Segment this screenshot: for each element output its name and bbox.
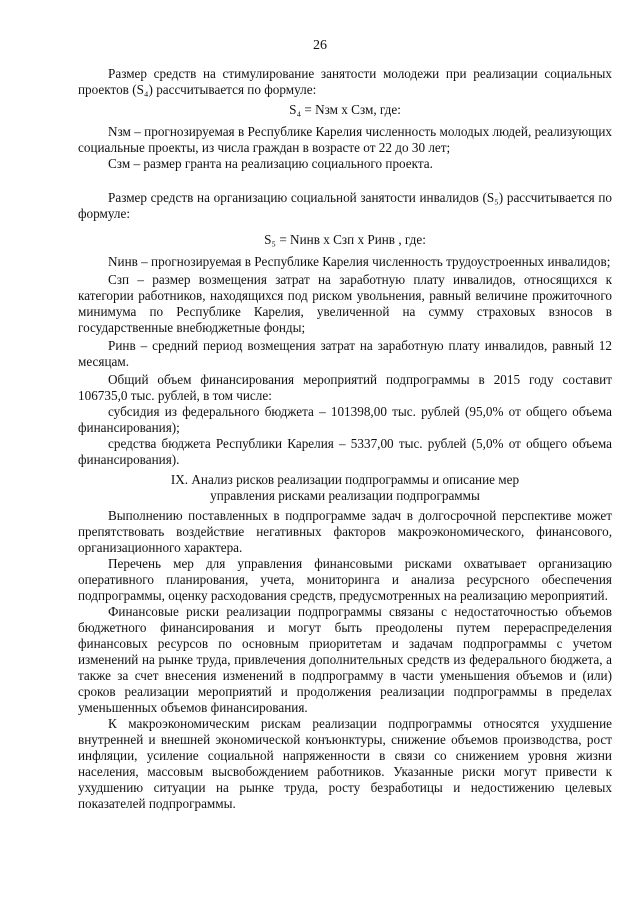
formula-s4: S₄ = Nзм x Сзм, где: — [289, 102, 401, 117]
paragraph: средства бюджета Республики Карелия – 5337,00 тыс. рублей (5,0% от общего объема финансирования). — [78, 436, 612, 467]
paragraph: К макроэкономическим рискам реализации подпрограммы относятся ухудшение внутренней и внешней экономической конъюнктуры, снижение объемов производства, рост инфляции, усиление социальной напряженности в связи со снижением уровня жизни населения, массовым высвобождением работников. Указанные риски могут привести к ухудшению ситуации на рынке труда, росту безработицы и недостижению целевых показателей подпрограммы. — [78, 716, 612, 811]
page-content — [78, 66, 612, 812]
paragraph: Сзп – размер возмещения затрат на заработную плату инвалидов, относящихся к категории работников, находящихся под риском увольнения, равный величине прожиточного минимума по Республике Карелия, увеличенной на сумму страховых взносов в государственные внебюджетные фонды; — [78, 272, 612, 335]
paragraph: Размер средств на стимулирование занятости молодежи при реализации социальных проектов (S₄) рассчитывается по формуле: — [78, 66, 612, 97]
section-heading — [78, 472, 612, 504]
paragraph: Pинв – средний период возмещения затрат на заработную плату инвалидов, равный 12 месяцам. — [78, 338, 612, 369]
section-heading-line-1: IX. Анализ рисков реализации подпрограммы и описание мер — [170, 472, 520, 487]
paragraph: субсидия из федерального бюджета – 101398,00 тыс. рублей (95,0% от общего объема финансирования); — [78, 404, 612, 435]
paragraph: Финансовые риски реализации подпрограммы связаны с недостаточностью объемов бюджетного финансирования и могут быть преодолены путем перераспределения финансовых ресурсов по основным приоритетам и задачам подпрограммы с учетом изменений на рынке труда, привлечения дополнительных средств из федерального бюджета, а также за счет внесения изменений в подпрограмму в части уменьшения объемов и (или) сроков реализации мероприятий и продолжения реализации подпрограммы в пределах уменьшенных объемов финансирования. — [78, 604, 612, 715]
section-heading-line-2: управления рисками реализации подпрограммы — [210, 488, 480, 503]
paragraph: Nинв – прогнозируемая в Республике Карелия численность трудоустроенных инвалидов; — [108, 254, 611, 269]
paragraph: Сзм – размер гранта на реализацию социального проекта. — [108, 156, 433, 171]
paragraph: Выполнению поставленных в подпрограмме задач в долгосрочной перспективе может препятствовать воздействие негативных факторов макроэкономического, финансового, организационного характера. — [78, 508, 612, 555]
formula-s5: S₅ = Nинв x Сзп x Pинв , где: — [264, 232, 426, 247]
paragraph: Nзм – прогнозируемая в Республике Карелия численность молодых людей, реализующих социальные проекты, из числа граждан в возрасте от 22 до 30 лет; — [78, 124, 612, 155]
page-number: 26 — [313, 38, 327, 53]
paragraph: Общий объем финансирования мероприятий подпрограммы в 2015 году составит 106735,0 тыс. рублей, в том числе: — [78, 372, 612, 403]
paragraph: Перечень мер для управления финансовыми рисками охватывает организацию оперативного планирования, учета, мониторинга и анализа ресурсного обеспечения подпрограммы, оценку расходования средств, предусмотренных на реализацию мероприятий. — [78, 556, 612, 603]
paragraph: Размер средств на организацию социальной занятости инвалидов (S₅) рассчитывается по формуле: — [78, 190, 612, 221]
